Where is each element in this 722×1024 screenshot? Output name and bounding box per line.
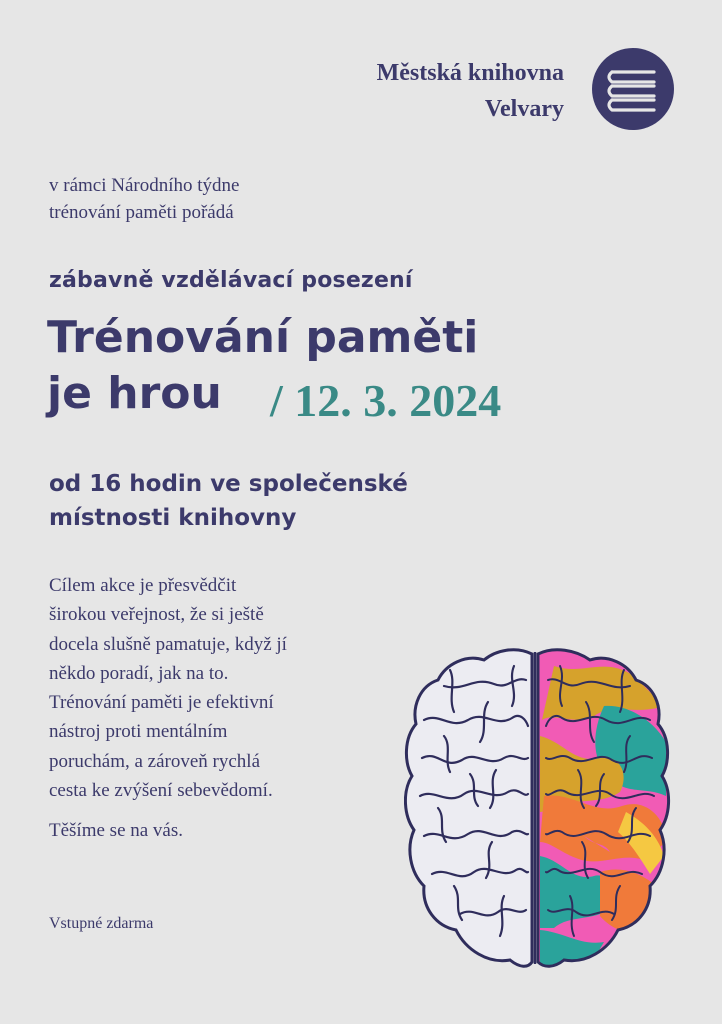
description-line: širokou veřejnost, že si ještě [49,604,264,626]
description-line: poruchám, a zároveň rychlá [49,750,261,772]
description-line: cesta ke zvýšení sebevědomí. [49,780,273,802]
event-date: / 12. 3. 2024 [270,375,502,426]
library-logo [592,48,674,130]
description-line: někdo poradí, jak na to. [49,662,229,684]
entry-info: Vstupné zdarma [49,915,154,932]
event-description [49,571,379,805]
library-name-line2: Velvary [484,96,564,122]
books-icon [592,48,674,130]
brain-icon [404,646,674,976]
intro-line: trénování paměti pořádá [49,202,234,223]
event-time-place [49,467,408,535]
library-name-line1: Městská knihovna [376,60,564,86]
closing-text: Těšíme se na vás. [49,820,184,841]
event-title-line2: je hrou [47,368,222,419]
description-line: nástroj proti mentálním [49,721,228,743]
event-subtitle: zábavně vzdělávací posezení [49,268,413,293]
intro-line: v rámci Národního týdne [49,175,240,196]
description-line: Trénování paměti je efektivní [49,692,274,714]
event-time-line2: místnosti knihovny [49,505,297,531]
event-title-line1: Trénování paměti [47,312,479,363]
description-line: docela slušně pamatuje, když jí [49,633,287,655]
intro-text [49,172,239,226]
event-time-line1: od 16 hodin ve společenské [49,471,408,497]
library-name [377,55,564,127]
description-line: Cílem akce je přesvědčit [49,575,237,596]
